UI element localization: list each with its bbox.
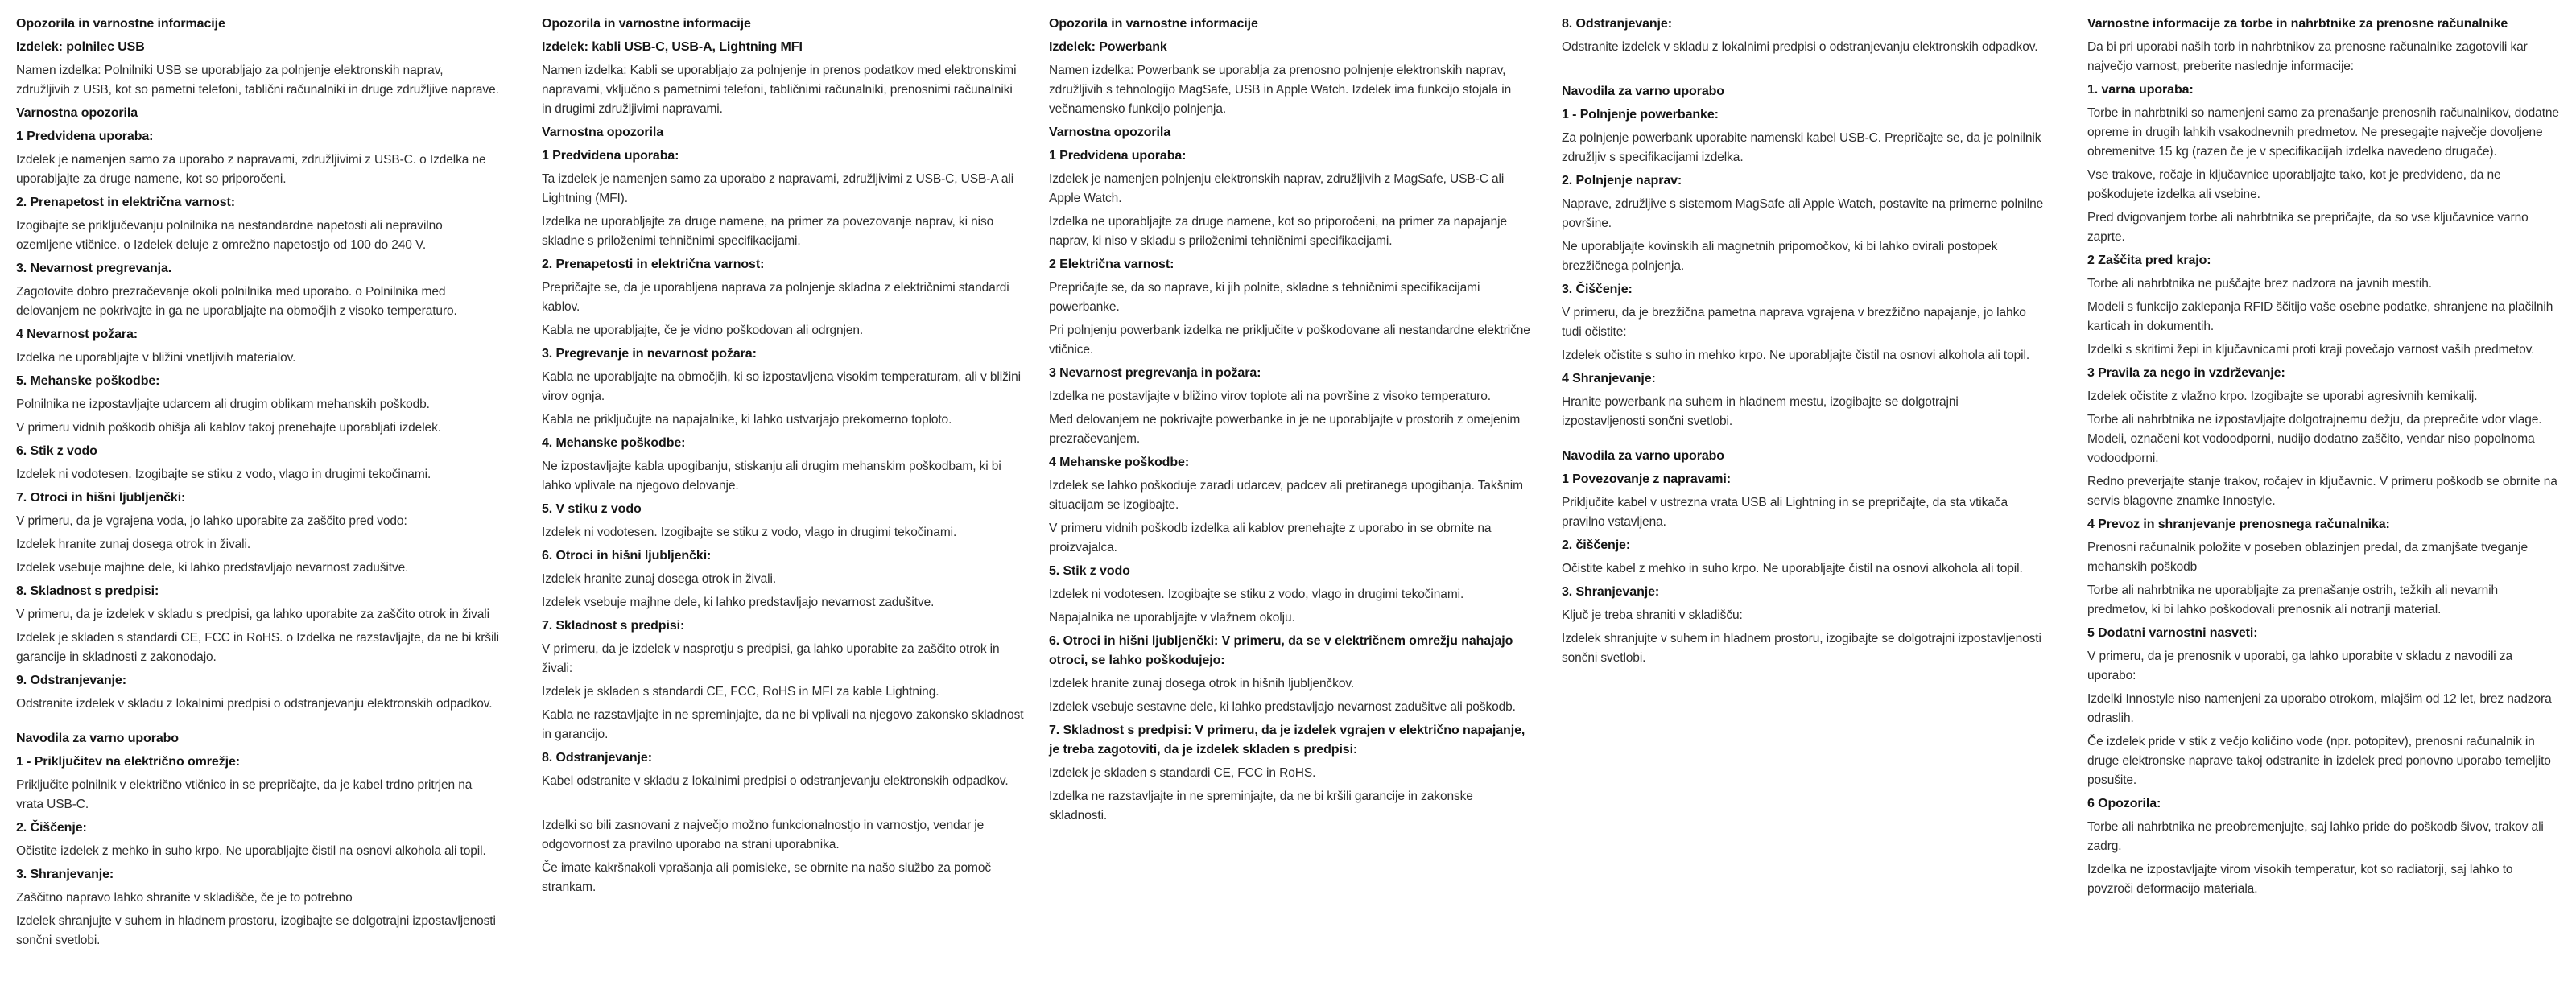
body-paragraph: Če imate kakršnakoli vprašanja ali pomisleke, se obrnite na našo službo za pomoč strankam. [542,861,992,894]
body-paragraph: Izdelek shranjujte v suhem in hladnem prostoru, izogibajte se dolgotrajni izpostavljenosti sončni svetlobi. [16,914,496,947]
section-heading: Izdelek: Powerbank [1049,40,1167,54]
body-paragraph: Torbe ali nahrbtnika ne izpostavljajte dolgotrajnemu dežju, da preprečite vdor vlage. Modeli, označeni kot vodoodporni, nudijo dodatno zaščito, vendar niso popolnoma vodoodporni. [2087,413,2542,465]
body-paragraph: Torbe ali nahrbtnika ne preobremenjujte, saj lahko pride do poškodb šivov, trakov ali zadrg. [2087,820,2544,853]
section-heading: 2. Prenapetost in električna varnost: [16,196,235,209]
body-paragraph: Očistite izdelek z mehko in suho krpo. Ne uporabljajte čistil na osnovi alkohola ali topil. [16,844,486,858]
body-paragraph: Izdelki Innostyle niso namenjeni za uporabo otrokom, mlajšim od 12 let, brez nadzora odraslih. [2087,692,2552,725]
section-heading: Izdelek: polnilec USB [16,40,145,54]
body-paragraph: Naprave, združljive s sistemom MagSafe ali Apple Watch, postavite na primerne polnilne površine. [1562,197,2044,230]
section-gap [1562,61,2045,82]
section-heading: Varnostna opozorila [16,106,138,120]
body-paragraph: Izdelek hranite zunaj dosega otrok in živali. [16,538,251,551]
body-paragraph: Izdelek hranite zunaj dosega otrok in živali. [542,572,777,586]
section-heading: Opozorila in varnostne informacije [16,17,225,31]
body-paragraph: Torbe in nahrbtniki so namenjeni samo za prenašanje prenosnih računalnikov, dodatne opreme in drugih lahkih vsakodnevnih predmetov. Ne presegajte največje dovoljene obremenitve 15 kg (razen če je v specifikacijah izdelka navedeno drugače). [2087,106,2559,159]
body-paragraph: Redno preverjajte stanje trakov, ročajev in ključavnic. V primeru poškodb se obrnite na servis blagovne znamke Innostyle. [2087,475,2557,508]
section-heading: 3. Pregrevanje in nevarnost požara: [542,347,757,361]
section-heading: Navodila za varno uporabo [1562,85,1724,98]
section-heading: 2. Čiščenje: [16,821,87,835]
body-paragraph: Med delovanjem ne pokrivajte powerbanke in je ne uporabljajte v prostorih z omejenim prezračevanjem. [1049,413,1521,446]
section-heading: 5. V stiku z vodo [542,502,642,516]
section-heading: Navodila za varno uporabo [16,732,179,745]
column-cables [542,14,1025,901]
body-paragraph: Izdelka ne uporabljajte za druge namene, na primer za povezovanje naprav, ki niso skladne s priloženimi tehničnimi specifikacijami. [542,215,994,248]
section-heading: 7. Skladnost s predpisi: [542,619,685,633]
body-paragraph: V primeru, da je prenosnik v uporabi, ga lahko uporabite v skladu z navodili za uporabo: [2087,649,2513,682]
section-heading: 4 Shranjevanje: [1562,372,1656,385]
section-heading: Izdelek: kabli USB-C, USB-A, Lightning MFI [542,40,803,54]
section-heading: 6. Otroci in hišni ljubljenčki: V primeru, da se v električnem omrežju nahajajo otroci, se lahko poškodujejo: [1049,634,1513,667]
body-paragraph: Izdelek vsebuje sestavne dele, ki lahko predstavljajo nevarnost zadušitve ali poškodb. [1049,700,1516,714]
body-paragraph: Kabla ne razstavljajte in ne spreminjajte, da ne bi vplivali na njegovo zakonsko skladnost in garancijo. [542,708,1024,741]
section-heading: 1 Predvidena uporaba: [542,149,679,163]
section-heading: 5 Dodatni varnostni nasveti: [2087,626,2258,640]
section-heading: 8. Odstranjevanje: [542,751,652,765]
section-heading: Navodila za varno uporabo [1562,449,1724,463]
section-heading: 3. Shranjevanje: [16,868,114,881]
section-heading: 8. Skladnost s predpisi: [16,584,159,598]
section-heading: 4 Mehanske poškodbe: [1049,456,1190,469]
body-paragraph: Torbe ali nahrbtnika ne puščajte brez nadzora na javnih mestih. [2087,277,2432,291]
body-paragraph: Izdelki s skritimi žepi in ključavnicami proti kraji povečajo varnost vaših predmetov. [2087,343,2535,357]
body-paragraph: Namen izdelka: Polnilniki USB se uporabljajo za polnjenje elektronskih naprav, združljivih z USB, kot so pametni telefoni, tablični računalniki in druge združljive naprave. [16,64,499,97]
section-heading: 3. Shranjevanje: [1562,585,1660,599]
body-paragraph: Ne uporabljajte kovinskih ali magnetnih pripomočkov, ki bi lahko ovirali postopek brezžičnega polnjenja. [1562,240,1998,273]
body-paragraph: V primeru vidnih poškodb ohišja ali kablov takoj prenehajte uporabljati izdelek. [16,421,441,435]
body-paragraph: Kabla ne priključujte na napajalnike, ki lahko ustvarjajo prekomerno toploto. [542,413,952,427]
body-paragraph: Odstranite izdelek v skladu z lokalnimi predpisi o odstranjevanju elektronskih odpadkov. [16,697,493,711]
body-paragraph: Ne izpostavljajte kabla upogibanju, stiskanju ali drugim mehanskim poškodbam, ki bi lahko vplivale na njegovo delovanje. [542,460,1001,493]
body-paragraph: Kabel odstranite v skladu z lokalnimi predpisi o odstranjevanju elektronskih odpadkov. [542,774,1009,788]
body-paragraph: Pred dvigovanjem torbe ali nahrbtnika se prepričajte, da so vse ključavnice varno zaprte. [2087,211,2529,244]
section-heading: 5. Mehanske poškodbe: [16,374,160,388]
section-heading: 2 Zaščita pred krajo: [2087,254,2211,267]
body-paragraph: Namen izdelka: Kabli se uporabljajo za polnjenje in prenos podatkov med elektronskimi napravami, vključno s pametnimi telefoni, tabličnimi računalniki, prenosnimi računalniki in drugimi združljivimi napravami. [542,64,1017,116]
body-paragraph: Priključite polnilnik v električno vtičnico in se prepričajte, da je kabel trdno pritrjen na vrata USB-C. [16,778,473,811]
body-paragraph: Hranite powerbank na suhem in hladnem mestu, izogibajte se dolgotrajni izpostavljenosti sončni svetlobi. [1562,395,1959,428]
section-heading: 1 - Priključitev na električno omrežje: [16,755,240,769]
column-powerbank-instructions [1562,14,2045,672]
body-paragraph: Izdelek se lahko poškoduje zaradi udarcev, padcev ali pretiranega upogibanja. Takšnim situacijam se izogibajte. [1049,479,1523,512]
body-paragraph: Izdelek vsebuje majhne dele, ki lahko predstavljajo nevarnost zadušitve. [542,596,935,609]
body-paragraph: Kabla ne uporabljajte, če je vidno poškodovan ali odrgnjen. [542,324,864,337]
body-paragraph: Izdelek je skladen s standardi CE, FCC, RoHS in MFI za kable Lightning. [542,685,939,699]
body-paragraph: Izdelka ne izpostavljajte virom visokih temperatur, kot so radiatorji, saj lahko to povzroči deformacijo materiala. [2087,863,2513,896]
body-paragraph: Priključite kabel v ustrezna vrata USB ali Lightning in se prepričajte, da sta vtikača pravilno vstavljena. [1562,496,2008,529]
body-paragraph: Če izdelek pride v stik z večjo količino vode (npr. potopitev), prenosni računalnik in druge elektronske naprave takoj odstranite in izdelek pred ponovno uporabo temeljito posušite. [2087,735,2551,787]
body-paragraph: Izdelka ne postavljajte v bližino virov toplote ali na površine z visoko temperaturo. [1049,390,1491,403]
body-paragraph: Izdelki so bili zasnovani z največjo možno funkcionalnostjo in varnostjo, vendar je odgovornost za pravilno uporabo na strani uporabnika. [542,818,985,851]
body-paragraph: Polnilnika ne izpostavljajte udarcem ali drugim oblikam mehanskih poškodb. [16,398,430,411]
body-paragraph: Izdelka ne uporabljajte za druge namene, kot so priporočeni, na primer za napajanje naprav, ki niso v skladu s priloženimi tehničnimi specifikacijami. [1049,215,1508,248]
body-paragraph: Namen izdelka: Powerbank se uporablja za prenosno polnjenje elektronskih naprav, združljivih s tehnologijo MagSafe, USB in Apple Watch. Izdelek ima funkcijo stojala in večnamensko funkcijo polnjenja. [1049,64,1512,116]
section-heading: 3. Čiščenje: [1562,282,1633,296]
section-heading: Opozorila in varnostne informacije [542,17,751,31]
body-paragraph: Zagotovite dobro prezračevanje okoli polnilnika med uporabo. o Polnilnika med delovanjem ne pokrivajte in ga ne uporabljajte na območjih z visoko temperaturo. [16,285,457,318]
body-paragraph: Prepričajte se, da so naprave, ki jih polnite, skladne s tehničnimi specifikacijami powerbanke. [1049,281,1480,314]
section-heading: 3 Pravila za nego in vzdrževanje: [2087,366,2285,380]
section-heading: 7. Skladnost s predpisi: V primeru, da je izdelek vgrajen v električno napajanje, je treba zagotoviti, da je izdelek skladen s predpisi: [1049,724,1525,757]
body-paragraph: Izdelka ne uporabljajte v bližini vnetljivih materialov. [16,351,296,365]
column-powerbank [1049,14,1532,830]
section-heading: 3 Nevarnost pregrevanja in požara: [1049,366,1261,380]
section-heading: 4 Prevoz in shranjevanje prenosnega računalnika: [2087,517,2390,531]
section-heading: 1 - Polnjenje powerbanke: [1562,108,1719,122]
section-heading: 2. Polnjenje naprav: [1562,174,1682,188]
body-paragraph: Ta izdelek je namenjen samo za uporabo z napravami, združljivimi z USB-C, USB-A ali Lightning (MFI). [542,172,1014,205]
body-paragraph: Pri polnjenju powerbank izdelka ne priključite v poškodovane ali nestandardne električne vtičnice. [1049,324,1530,357]
body-paragraph: Izdelek je namenjen polnjenju elektronskih naprav, združljivih z MagSafe, USB-C ali Apple Watch. [1049,172,1505,205]
body-paragraph: Izdelka ne razstavljajte in ne spreminjajte, da ne bi kršili garancije in zakonske skladnosti. [1049,790,1473,823]
body-paragraph: Modeli s funkcijo zaklepanja RFID ščitijo vaše osebne podatke, shranjene na plačilnih karticah in dokumentih. [2087,300,2553,333]
section-heading: Varnostna opozorila [542,126,664,139]
section-heading: 2. čiščenje: [1562,538,1631,552]
section-heading: 1. varna uporaba: [2087,83,2194,97]
section-heading: Varnostna opozorila [1049,126,1171,139]
section-heading: 9. Odstranjevanje: [16,674,126,687]
body-paragraph: Torbe ali nahrbtnika ne uporabljajte za prenašanje ostrih, težkih ali nevarnih predmetov, ki bi lahko poškodovali prenosnik ali notranji material. [2087,583,2499,616]
body-paragraph: Izogibajte se priključevanju polnilnika na nestandardne napetosti ali nepravilno ozemljene vtičnice. o Izdelek deluje z omrežno napetostjo od 100 do 240 V. [16,219,443,252]
section-heading: 1 Predvidena uporaba: [1049,149,1187,163]
section-heading: 7. Otroci in hišni ljubljenčki: [16,491,186,505]
body-paragraph: Izdelek očistite z vlažno krpo. Izogibajte se uporabi agresivnih kemikalij. [2087,390,2478,403]
body-paragraph: Izdelek hranite zunaj dosega otrok in hišnih ljubljenčkov. [1049,677,1355,691]
body-paragraph: Izdelek je namenjen samo za uporabo z napravami, združljivimi z USB-C. o Izdelka ne uporabljajte za druge namene, kot so priporočeni. [16,153,486,186]
column-laptop-bags [2087,14,2561,903]
section-heading: 4 Nevarnost požara: [16,328,138,341]
section-heading: 1 Predvidena uporaba: [16,130,154,143]
section-gap [1562,435,2045,447]
body-paragraph: Izdelek očistite s suho in mehko krpo. Ne uporabljajte čistil na osnovi alkohola ali topil. [1562,348,2030,362]
section-heading: 6. Otroci in hišni ljubljenčki: [542,549,712,563]
body-paragraph: Izdelek ni vodotesen. Izogibajte se stiku z vodo, vlago in drugimi tekočinami. [542,526,957,539]
section-heading: Varnostne informacije za torbe in nahrbtnike za prenosne računalnike [2087,17,2508,31]
body-paragraph: Prenosni računalnik položite v poseben oblazinjen predal, da zmanjšate tveganje mehanskih poškodb [2087,541,2529,574]
section-gap [16,718,499,729]
body-paragraph: Prepričajte se, da je uporabljena naprava za polnjenje skladna z električnimi standardi kablov. [542,281,1009,314]
section-heading: 6 Opozorila: [2087,797,2161,810]
section-heading: 4. Mehanske poškodbe: [542,436,686,450]
body-paragraph: V primeru, da je brezžična pametna naprava vgrajena v brezžično napajanje, jo lahko tudi očistite: [1562,306,2026,339]
section-heading: 6. Stik z vodo [16,444,97,458]
body-paragraph: Da bi pri uporabi naših torb in nahrbtnikov za prenosne računalnike zagotovili kar največjo varnost, preberite naslednje informacije: [2087,40,2528,73]
body-paragraph: Zaščitno napravo lahko shranite v skladišče, če je to potrebno [16,891,353,905]
body-paragraph: Izdelek shranjujte v suhem in hladnem prostoru, izogibajte se dolgotrajni izpostavljenosti sončni svetlobi. [1562,632,2041,665]
body-paragraph: Za polnjenje powerbank uporabite namenski kabel USB-C. Prepričajte se, da je polnilnik združljiv s specifikacijami izdelka. [1562,131,2041,164]
body-paragraph: Vse trakove, ročaje in ključavnice uporabljajte tako, kot je predvideno, da ne poškodujete izdelka ali vsebine. [2087,168,2501,201]
section-heading: 8. Odstranjevanje: [1562,17,1672,31]
body-paragraph: Odstranite izdelek v skladu z lokalnimi predpisi o odstranjevanju elektronskih odpadkov. [1562,40,2038,54]
body-paragraph: V primeru, da je vgrajena voda, jo lahko uporabite za zaščito pred vodo: [16,514,407,528]
body-paragraph: V primeru vidnih poškodb izdelka ali kablov prenehajte z uporabo in se obrnite na proizvajalca. [1049,522,1492,555]
body-paragraph: Izdelek vsebuje majhne dele, ki lahko predstavljajo nevarnost zadušitve. [16,561,409,575]
body-paragraph: Kabla ne uporabljajte na območjih, ki so izpostavljena visokim temperaturam, ali v bližini virov ognja. [542,370,1021,403]
section-heading: Opozorila in varnostne informacije [1049,17,1258,31]
body-paragraph: Izdelek ni vodotesen. Izogibajte se stiku z vodo, vlago in drugimi tekočinami. [16,468,431,481]
body-paragraph: Izdelek je skladen s standardi CE, FCC in RoHS. [1049,766,1316,780]
body-paragraph: Napajalnika ne uporabljajte v vlažnem okolju. [1049,611,1295,625]
section-heading: 2 Električna varnost: [1049,258,1174,271]
section-heading: 1 Povezovanje z napravami: [1562,472,1731,486]
section-heading: 5. Stik z vodo [1049,564,1130,578]
body-paragraph: Izdelek ni vodotesen. Izogibajte se stiku z vodo, vlago in drugimi tekočinami. [1049,588,1464,601]
section-heading: 2. Prenapetosti in električna varnost: [542,258,765,271]
section-heading: 3. Nevarnost pregrevanja. [16,262,172,275]
body-paragraph: V primeru, da je izdelek v skladu s predpisi, ga lahko uporabite za zaščito otrok in živali [16,608,489,621]
body-paragraph: Ključ je treba shraniti v skladišču: [1562,608,1743,622]
body-paragraph: Izdelek je skladen s standardi CE, FCC in RoHS. o Izdelka ne razstavljajte, da ne bi kršili garancije in skladnosti z zakonodajo. [16,631,499,664]
body-paragraph: Očistite kabel z mehko in suho krpo. Ne uporabljajte čistil na osnovi alkohola ali topil. [1562,562,2023,575]
section-gap [542,795,1025,816]
column-usb-charger [16,14,499,954]
body-paragraph: V primeru, da je izdelek v nasprotju s predpisi, ga lahko uporabite za zaščito otrok in živali: [542,642,1000,675]
